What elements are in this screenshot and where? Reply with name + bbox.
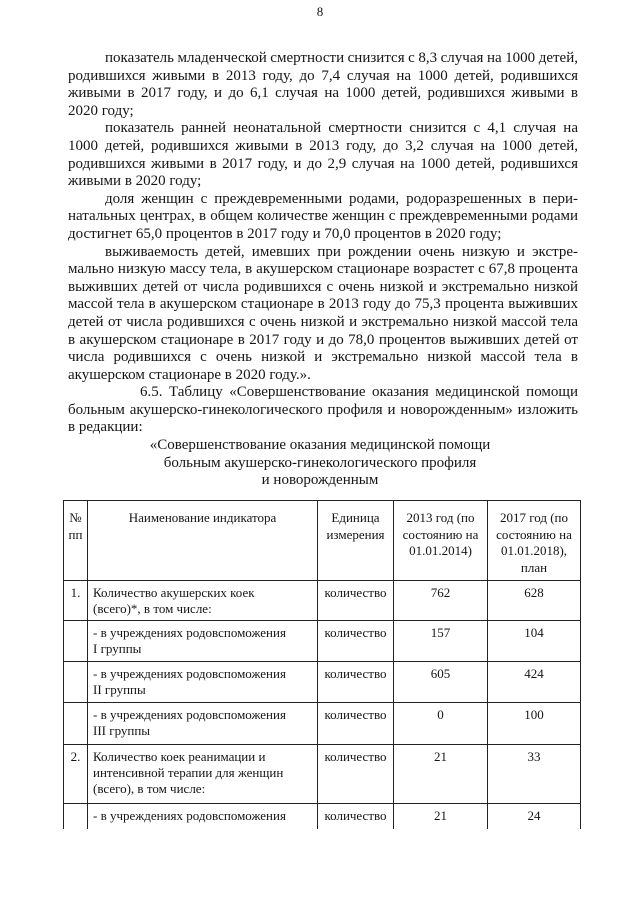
- cell-value-2017: 100: [488, 703, 581, 745]
- cell-value-2017: 628: [488, 581, 581, 621]
- text-line: акушерском стационаре в 2020 году.».: [68, 366, 311, 383]
- cell-value-2017: 24: [488, 804, 581, 829]
- column-header-unit: Единица измерения: [318, 501, 394, 581]
- text-line: в акушерском стационаре в 2017 году и до 78,0 процентов выживших детей от: [68, 331, 578, 348]
- cell-indicator: Количество акушерских коек (всего)*, в том числе:: [88, 581, 318, 621]
- column-header-indicator: Наименование индикатора: [88, 501, 318, 581]
- paragraph-infant-mortality: [68, 50, 578, 120]
- text-line: доля женщин с преждевременными родами, родоразрешенных в пери-: [105, 190, 578, 207]
- paragraph-section-6-5: [68, 384, 578, 437]
- table-title-line: «Совершенствование оказания медицинской помощи: [149, 437, 491, 454]
- text-line: выживаемость детей, имевших при рождении очень низкую и экстре-: [105, 243, 578, 260]
- cell-value-2013: 21: [394, 745, 488, 804]
- cell-value-2013: 21: [394, 804, 488, 829]
- cell-unit: количество: [318, 621, 394, 662]
- cell-indicator: Количество коек реанимации и интенсивной терапии для женщин (всего), в том числе:: [88, 745, 318, 804]
- text-line: детей от числа родившихся с очень низкой и экстремально низкой массой тела: [68, 313, 578, 330]
- table-row: [64, 581, 581, 621]
- text-line: показатель ранней неонатальной смертности снизится с 4,1 случая на: [105, 120, 578, 137]
- text-line: живыми в 2017 году, и до 6,1 случая на 1000 детей, родившихся живыми в: [68, 85, 578, 102]
- cell-unit: количество: [318, 581, 394, 621]
- table-row: [64, 662, 581, 703]
- cell-unit: количество: [318, 703, 394, 745]
- text-line: родившихся живыми в 2013 году, до 7,4 случая на 1000 детей, родившихся: [68, 67, 578, 84]
- text-line: натальных центрах, в общем количестве женщин с преждевременными родами: [68, 208, 578, 225]
- table-title: [68, 437, 578, 490]
- text-line: 6.5. Таблицу «Совершенствование оказания медицинской помощи: [140, 384, 578, 401]
- cell-value-2017: 104: [488, 621, 581, 662]
- page-number: 8: [316, 4, 324, 19]
- text-line: достигнет 65,0 процентов в 2017 году и 70,0 процентов в 2020 году;: [68, 225, 502, 242]
- table-title-line: и новорожденным: [261, 472, 379, 489]
- table-row: [64, 621, 581, 662]
- column-header-2017: 2017 год (по состоянию на 01.01.2018), план: [488, 501, 581, 581]
- cell-value-2013: 0: [394, 703, 488, 745]
- text-line: живыми в 2020 году;: [68, 173, 202, 190]
- paragraph-early-neonatal-mortality: [68, 120, 578, 190]
- cell-number: 1.: [64, 581, 88, 621]
- paragraph-premature-births: [68, 191, 578, 244]
- cell-number: [64, 621, 88, 662]
- table-header: [64, 501, 581, 581]
- table-title-line: больным акушерско-гинекологического профиля: [163, 454, 477, 471]
- table-header-row: [64, 501, 581, 581]
- text-line: массой тела в акушерском стационаре в 2013 году до 75,3 процента выживших: [68, 296, 578, 313]
- cell-indicator: - в учреждениях родовспоможения II группы: [88, 662, 318, 703]
- table-body: [64, 581, 581, 829]
- indicators-table: [63, 500, 581, 829]
- cell-value-2013: 605: [394, 662, 488, 703]
- text-line: в редакции:: [68, 419, 143, 436]
- cell-number: 2.: [64, 745, 88, 804]
- cell-number: [64, 804, 88, 829]
- cell-number: [64, 662, 88, 703]
- column-header-2013: 2013 год (по состоянию на 01.01.2014): [394, 501, 488, 581]
- cell-indicator: - в учреждениях родовспоможения I группы: [88, 621, 318, 662]
- cell-indicator: - в учреждениях родовспоможения III группы: [88, 703, 318, 745]
- cell-value-2013: 762: [394, 581, 488, 621]
- text-line: мально низкую массу тела, в акушерском стационаре возрастет с 67,8 процента: [68, 261, 578, 278]
- table-row: [64, 804, 581, 829]
- text-line: показатель младенческой смертности снизится с 8,3 случая на 1000 детей,: [105, 50, 578, 66]
- text-line: выживших детей от числа родившихся с очень низкой и экстремально низкой: [68, 278, 578, 295]
- text-line: больным акушерско-гинекологического профиля и новорожденным» изложить: [68, 401, 578, 418]
- paragraph-survival-rate: [68, 244, 578, 385]
- body-text: [68, 50, 578, 490]
- table-row: [64, 703, 581, 745]
- text-line: 2020 году;: [68, 102, 134, 119]
- cell-value-2013: 157: [394, 621, 488, 662]
- cell-indicator: - в учреждениях родовспоможения: [88, 804, 318, 829]
- cell-value-2017: 424: [488, 662, 581, 703]
- table-row: [64, 745, 581, 804]
- cell-unit: количество: [318, 662, 394, 703]
- text-line: числа родившихся с очень низкой и экстремально низкой массой тела в: [68, 349, 578, 366]
- column-header-number: № пп: [64, 501, 88, 581]
- text-line: 1000 детей, родившихся живыми в 2013 году, до 3,2 случая на 1000 детей,: [68, 137, 578, 154]
- cell-value-2017: 33: [488, 745, 581, 804]
- text-line: родившихся живыми в 2017 году, и до 2,9 случая на 1000 детей, родившихся: [68, 155, 578, 172]
- cell-number: [64, 703, 88, 745]
- cell-unit: количество: [318, 804, 394, 829]
- cell-unit: количество: [318, 745, 394, 804]
